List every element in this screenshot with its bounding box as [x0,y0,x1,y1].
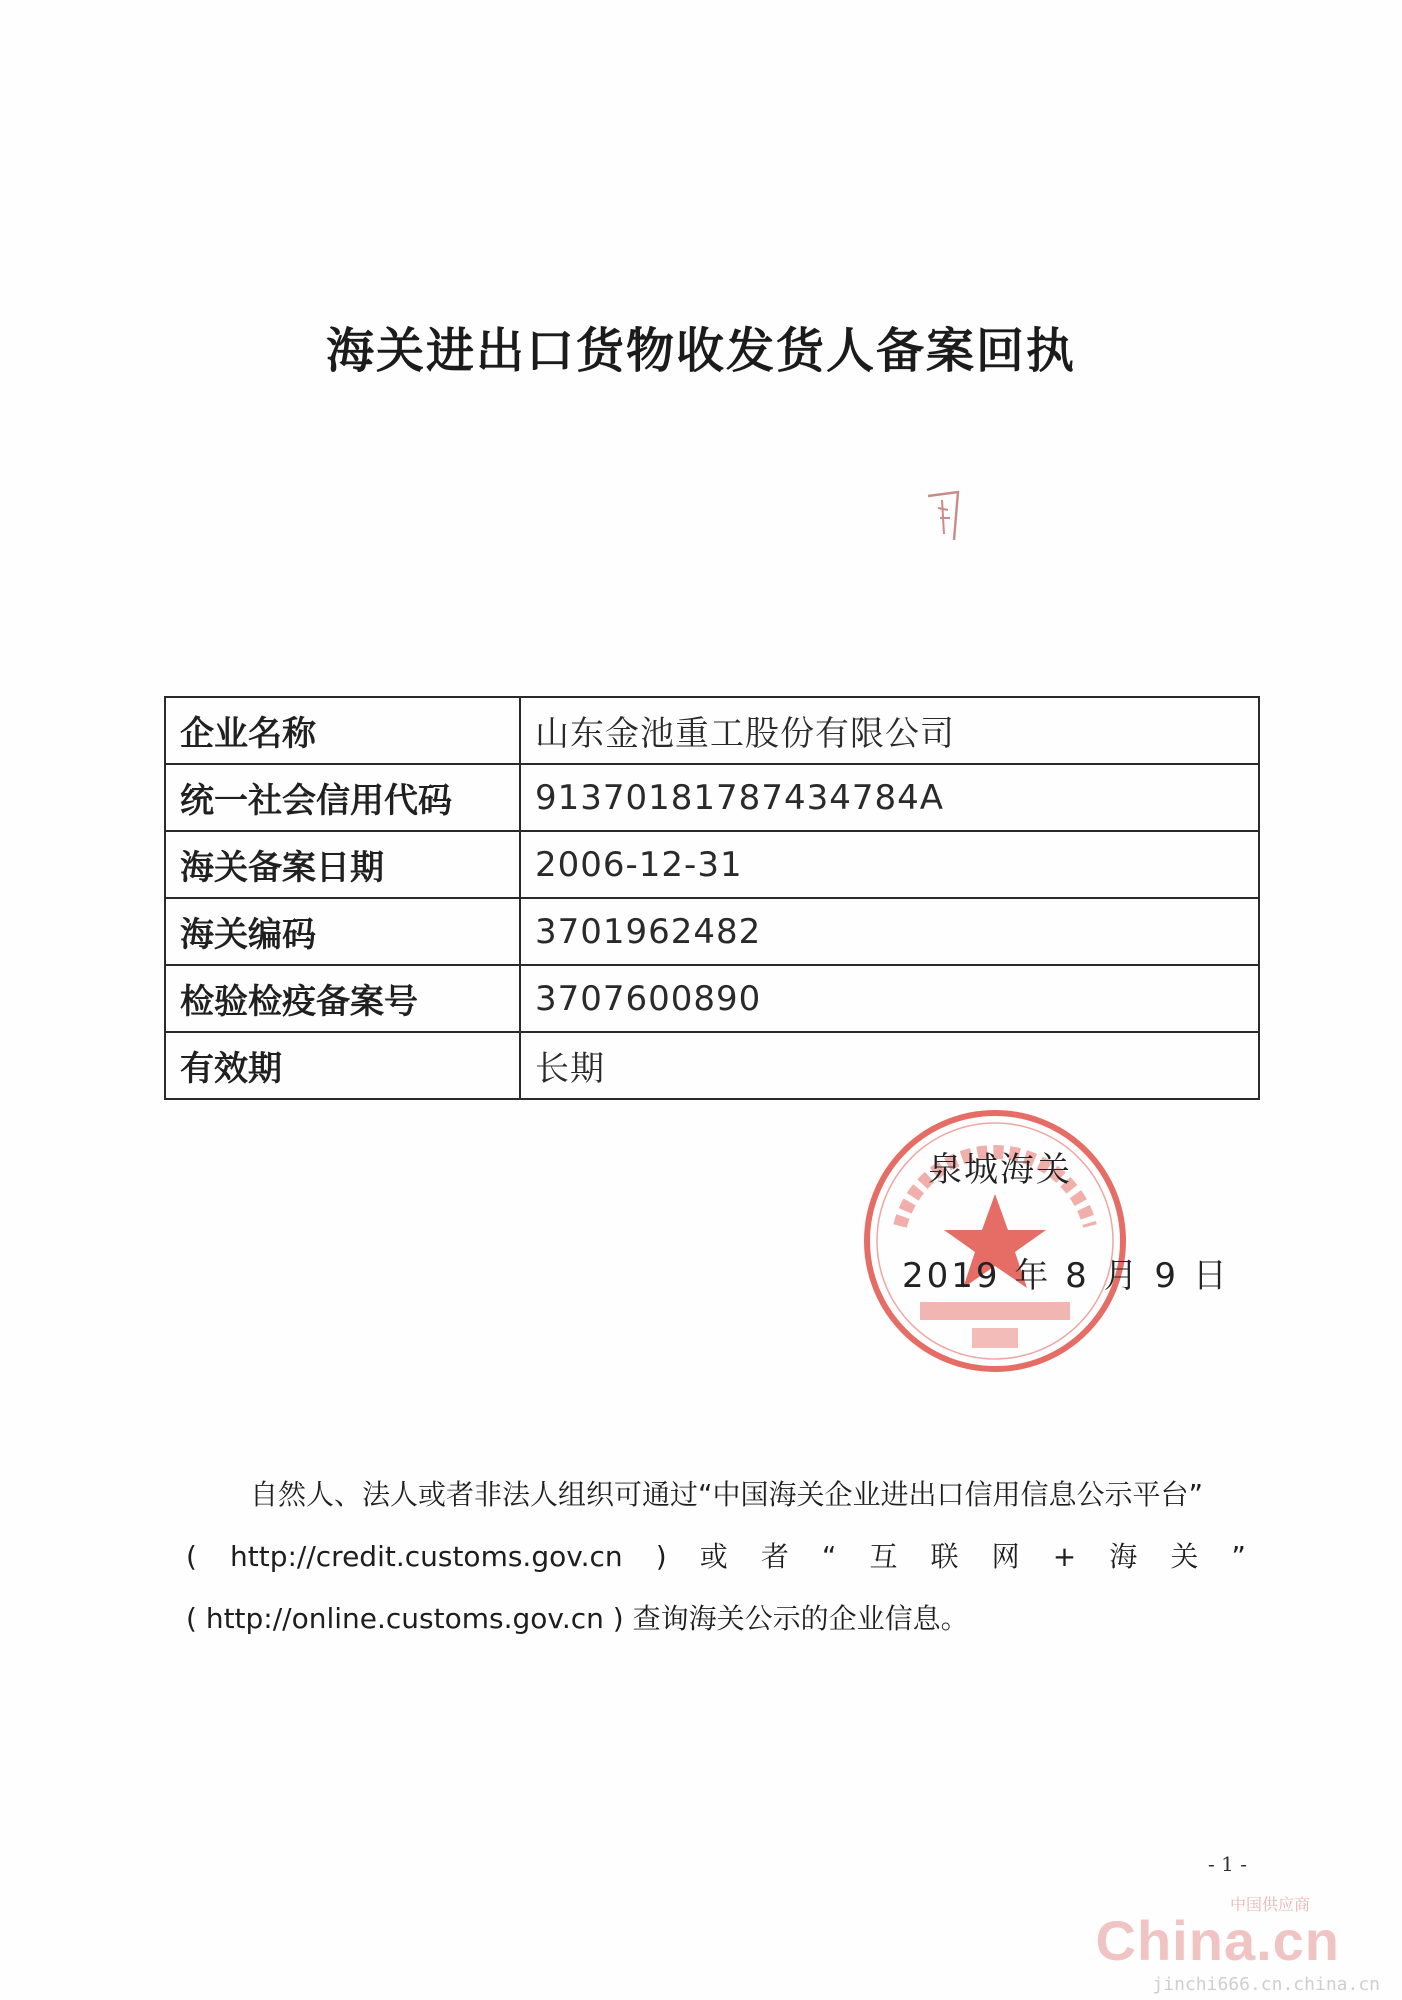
notice-word: + [1052,1540,1077,1573]
notice-paren-close: ) [655,1540,667,1573]
issuing-authority: 泉城海关 [928,1150,1072,1190]
table-row [165,1032,1259,1099]
notice-word: 海 [1109,1540,1138,1573]
notice-word: ” [1231,1540,1246,1573]
registration-date-value: 2006-12-31 [520,831,1259,898]
notice-line-1: 自然人、法人或者非法人组织可通过“中国海关企业进出口信用信息公示平台” [250,1478,1204,1511]
watermark [1050,1888,1390,1998]
registration-date-label: 海关备案日期 [165,831,520,898]
notice-word: 互 [869,1540,898,1573]
issue-date: 2019 年 8 月 9 日 [902,1256,1230,1296]
table-row [165,831,1259,898]
credit-code-value: 91370181787434784A [520,764,1259,831]
table-row [165,764,1259,831]
notice-word: 者 [760,1540,789,1573]
document-title: 海关进出口货物收发货人备案回执 [325,323,1076,379]
customs-code-value: 3701962482 [520,898,1259,965]
notice-word: 关 [1170,1540,1199,1573]
customs-code-label: 海关编码 [165,898,520,965]
credit-code-label: 统一社会信用代码 [165,764,520,831]
notice-paragraph [186,1464,1246,1650]
handwritten-mark-icon [924,488,966,544]
validity-label: 有效期 [165,1032,520,1099]
notice-line-3: ( http://online.customs.gov.cn ) 查询海关公示的企业信息。 [186,1602,969,1635]
table-row [165,898,1259,965]
watermark-caption: 中国供应商 [1229,1895,1310,1914]
validity-value: 长期 [520,1032,1259,1099]
notice-paren-open: ( [186,1540,197,1573]
page-number: - 1 - [1208,1852,1247,1876]
watermark-logo: China.cn [1095,1909,1340,1972]
notice-line-2 [186,1526,1246,1588]
company-name-label: 企业名称 [165,697,520,764]
record-table [164,696,1260,1100]
notice-word: “ [821,1540,837,1573]
inspection-number-value: 3707600890 [520,965,1259,1032]
company-name-value: 山东金池重工股份有限公司 [520,697,1259,764]
notice-word: 网 [991,1540,1020,1573]
notice-word: 或 [699,1540,728,1573]
inspection-number-label: 检验检疫备案号 [165,965,520,1032]
notice-word: 联 [930,1540,959,1573]
table-row [165,697,1259,764]
credit-platform-link[interactable]: http://credit.customs.gov.cn [230,1540,623,1573]
watermark-url: jinchi666.cn.china.cn [1152,1974,1380,1995]
table-row [165,965,1259,1032]
